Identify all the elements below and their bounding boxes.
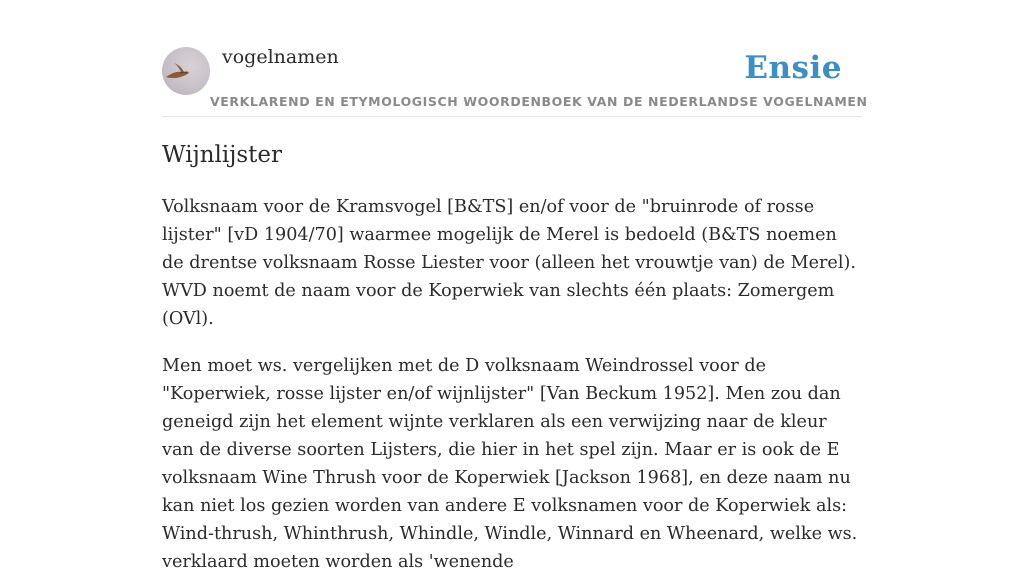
- avatar[interactable]: [162, 47, 210, 95]
- page-container: [162, 0, 868, 576]
- page-title: Wijnlijster: [162, 142, 283, 168]
- site-header: [162, 0, 868, 117]
- article-paragraph: Men moet ws. vergelijken met de D volksnaam Weindrossel voor de "Koperwiek, rosse lijster en/of wijnlijster" [Van Beckum 1952]. Men zou dan geneigd zijn het element wijnte verklaren als een verwijzing naar de kleur van de diverse soorten Lijsters, die hier in het spel zijn. Maar er is ook de E volksnaam Wine Thrush voor de Koperwiek [Jackson 1968], en deze naam nu kan niet los gezien worden van andere E volksnamen voor de Koperwiek als: Wind-thrush, Whinthrush, Whindle, Windle, Winnard en Wheenard, welke ws. verklaard moeten worden als 'wenende: [162, 356, 858, 572]
- brand-logo[interactable]: Ensie: [744, 50, 842, 86]
- site-subtitle: VERKLAREND EN ETYMOLOGISCH WOORDENBOEK VAN DE NEDERLANDSE VOGELNAMEN: [210, 94, 868, 109]
- bird-icon: [162, 47, 210, 95]
- site-name-link[interactable]: vogelnamen: [222, 46, 339, 68]
- article-paragraph: Volksnaam voor de Kramsvogel [B&TS] en/of voor de "bruinrode of rosse lijster" [vD 1904/70] waarmee mogelijk de Merel is bedoeld (B&TS noemen de drentse volksnaam Rosse Liester voor (alleen het vrouwtje van) de Merel). WVD noemt de naam voor de Koperwiek van slechts één plaats: Zomergem (OVl).: [162, 197, 856, 329]
